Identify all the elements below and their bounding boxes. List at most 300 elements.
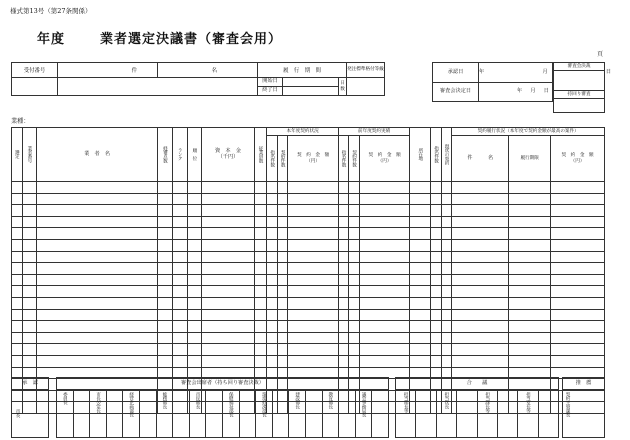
table-cell[interactable] (158, 321, 173, 333)
table-cell[interactable] (431, 344, 442, 356)
circulation-review-stamp[interactable] (554, 99, 605, 113)
table-cell[interactable] (12, 332, 23, 344)
table-cell[interactable] (202, 239, 255, 251)
table-cell[interactable] (277, 263, 288, 275)
table-cell[interactable] (359, 321, 409, 333)
table-cell[interactable] (452, 239, 509, 251)
table-cell[interactable] (452, 297, 509, 309)
table-cell[interactable] (254, 355, 267, 367)
table-cell[interactable] (267, 239, 278, 251)
table-cell[interactable] (172, 321, 187, 333)
table-cell[interactable] (172, 228, 187, 240)
table-cell[interactable] (441, 193, 452, 205)
table-cell[interactable] (551, 182, 605, 194)
table-cell[interactable] (254, 309, 267, 321)
table-cell[interactable] (338, 332, 349, 344)
table-cell[interactable] (551, 344, 605, 356)
table-cell[interactable] (441, 216, 452, 228)
table-cell[interactable] (441, 182, 452, 194)
table-cell[interactable] (202, 332, 255, 344)
table-cell[interactable] (172, 263, 187, 275)
table-cell[interactable] (172, 239, 187, 251)
table-cell[interactable] (187, 321, 202, 333)
table-cell[interactable] (22, 286, 37, 298)
table-cell[interactable] (267, 355, 278, 367)
attendee-stamp[interactable] (239, 390, 256, 438)
table-cell[interactable] (349, 321, 360, 333)
table-cell[interactable] (338, 297, 349, 309)
table-cell[interactable] (267, 228, 278, 240)
table-cell[interactable] (452, 251, 509, 263)
table-cell[interactable] (452, 332, 509, 344)
table-cell[interactable] (431, 355, 442, 367)
table-cell[interactable] (288, 251, 338, 263)
table-cell[interactable] (22, 251, 37, 263)
table-cell[interactable] (359, 182, 409, 194)
table-cell[interactable] (441, 332, 452, 344)
attendee-stamp[interactable] (372, 390, 389, 438)
table-cell[interactable] (551, 321, 605, 333)
table-cell[interactable] (267, 286, 278, 298)
table-cell[interactable] (338, 274, 349, 286)
table-cell[interactable] (441, 205, 452, 217)
table-cell[interactable] (254, 182, 267, 194)
table-cell[interactable] (37, 297, 158, 309)
table-cell[interactable] (187, 182, 202, 194)
table-cell[interactable] (509, 297, 551, 309)
table-cell[interactable] (37, 228, 158, 240)
table-cell[interactable] (277, 216, 288, 228)
table-cell[interactable] (158, 297, 173, 309)
table-cell[interactable] (12, 239, 23, 251)
table-cell[interactable] (37, 251, 158, 263)
table-cell[interactable] (22, 355, 37, 367)
table-cell[interactable] (452, 309, 509, 321)
table-cell[interactable] (254, 321, 267, 333)
table-cell[interactable] (158, 182, 173, 194)
table-cell[interactable] (359, 355, 409, 367)
table-cell[interactable] (254, 297, 267, 309)
table-cell[interactable] (441, 251, 452, 263)
table-cell[interactable] (267, 297, 278, 309)
review-date-value[interactable]: 年 月 日 (479, 83, 553, 102)
table-cell[interactable] (202, 216, 255, 228)
table-cell[interactable] (254, 193, 267, 205)
table-cell[interactable] (254, 286, 267, 298)
table-cell[interactable] (288, 263, 338, 275)
table-cell[interactable] (441, 309, 452, 321)
table-cell[interactable] (431, 286, 442, 298)
table-cell[interactable] (288, 332, 338, 344)
table-cell[interactable] (158, 251, 173, 263)
table-cell[interactable] (338, 239, 349, 251)
table-cell[interactable] (288, 309, 338, 321)
table-cell[interactable] (431, 297, 442, 309)
table-cell[interactable] (267, 182, 278, 194)
table-cell[interactable] (187, 297, 202, 309)
table-cell[interactable] (202, 309, 255, 321)
table-cell[interactable] (22, 332, 37, 344)
table-cell[interactable] (509, 205, 551, 217)
table-cell[interactable] (410, 205, 431, 217)
table-cell[interactable] (254, 344, 267, 356)
table-cell[interactable] (172, 297, 187, 309)
table-cell[interactable] (349, 355, 360, 367)
table-cell[interactable] (410, 332, 431, 344)
table-cell[interactable] (410, 228, 431, 240)
consult-stamp[interactable] (416, 390, 436, 438)
table-cell[interactable] (359, 297, 409, 309)
table-cell[interactable] (277, 251, 288, 263)
table-cell[interactable] (158, 332, 173, 344)
table-cell[interactable] (452, 344, 509, 356)
table-cell[interactable] (551, 332, 605, 344)
table-cell[interactable] (277, 182, 288, 194)
table-cell[interactable] (509, 332, 551, 344)
table-cell[interactable] (509, 286, 551, 298)
attendee-stamp[interactable] (206, 390, 223, 438)
table-cell[interactable] (338, 216, 349, 228)
table-cell[interactable] (202, 182, 255, 194)
table-cell[interactable] (12, 182, 23, 194)
table-cell[interactable] (551, 205, 605, 217)
table-cell[interactable] (441, 286, 452, 298)
table-cell[interactable] (349, 309, 360, 321)
table-cell[interactable] (441, 228, 452, 240)
table-cell[interactable] (267, 216, 278, 228)
table-cell[interactable] (452, 216, 509, 228)
table-cell[interactable] (410, 182, 431, 194)
table-cell[interactable] (509, 355, 551, 367)
table-cell[interactable] (431, 309, 442, 321)
table-cell[interactable] (37, 355, 158, 367)
table-cell[interactable] (338, 193, 349, 205)
table-cell[interactable] (509, 239, 551, 251)
table-cell[interactable] (288, 321, 338, 333)
table-cell[interactable] (37, 205, 158, 217)
order-standard-value[interactable] (347, 78, 385, 96)
table-cell[interactable] (431, 205, 442, 217)
table-cell[interactable] (277, 332, 288, 344)
table-cell[interactable] (22, 193, 37, 205)
table-cell[interactable] (22, 344, 37, 356)
table-cell[interactable] (158, 228, 173, 240)
table-cell[interactable] (410, 239, 431, 251)
table-cell[interactable] (202, 274, 255, 286)
table-cell[interactable] (12, 297, 23, 309)
table-cell[interactable] (12, 193, 23, 205)
table-cell[interactable] (551, 193, 605, 205)
table-cell[interactable] (202, 297, 255, 309)
table-cell[interactable] (288, 182, 338, 194)
item-name-value[interactable] (58, 78, 258, 96)
table-cell[interactable] (187, 239, 202, 251)
table-cell[interactable] (158, 274, 173, 286)
table-cell[interactable] (349, 239, 360, 251)
table-cell[interactable] (431, 321, 442, 333)
table-cell[interactable] (37, 193, 158, 205)
table-cell[interactable] (349, 263, 360, 275)
table-cell[interactable] (37, 182, 158, 194)
table-cell[interactable] (158, 344, 173, 356)
table-cell[interactable] (452, 193, 509, 205)
table-cell[interactable] (509, 344, 551, 356)
table-cell[interactable] (22, 216, 37, 228)
table-cell[interactable] (267, 274, 278, 286)
reception-no-value[interactable] (12, 78, 58, 96)
table-cell[interactable] (410, 251, 431, 263)
table-cell[interactable] (202, 344, 255, 356)
table-cell[interactable] (441, 274, 452, 286)
table-cell[interactable] (254, 216, 267, 228)
table-cell[interactable] (254, 228, 267, 240)
table-cell[interactable] (441, 355, 452, 367)
consult-stamp[interactable] (497, 390, 517, 438)
table-cell[interactable] (267, 193, 278, 205)
table-cell[interactable] (277, 239, 288, 251)
table-cell[interactable] (441, 263, 452, 275)
attendee-stamp[interactable] (173, 390, 190, 438)
table-cell[interactable] (12, 321, 23, 333)
table-cell[interactable] (509, 193, 551, 205)
attendee-stamp[interactable] (139, 390, 156, 438)
table-cell[interactable] (202, 355, 255, 367)
table-cell[interactable] (267, 251, 278, 263)
table-cell[interactable] (359, 344, 409, 356)
table-cell[interactable] (22, 205, 37, 217)
table-cell[interactable] (349, 332, 360, 344)
table-cell[interactable] (288, 239, 338, 251)
table-cell[interactable] (349, 216, 360, 228)
table-cell[interactable] (158, 193, 173, 205)
table-cell[interactable] (431, 251, 442, 263)
table-cell[interactable] (254, 332, 267, 344)
table-cell[interactable] (349, 228, 360, 240)
table-cell[interactable] (172, 193, 187, 205)
table-cell[interactable] (410, 193, 431, 205)
table-cell[interactable] (410, 274, 431, 286)
table-cell[interactable] (288, 193, 338, 205)
table-cell[interactable] (359, 309, 409, 321)
table-cell[interactable] (359, 251, 409, 263)
table-cell[interactable] (410, 344, 431, 356)
table-cell[interactable] (410, 216, 431, 228)
table-cell[interactable] (22, 239, 37, 251)
table-cell[interactable] (37, 332, 158, 344)
table-cell[interactable] (172, 205, 187, 217)
table-cell[interactable] (338, 228, 349, 240)
table-cell[interactable] (431, 263, 442, 275)
table-cell[interactable] (410, 297, 431, 309)
table-cell[interactable] (551, 274, 605, 286)
table-cell[interactable] (410, 286, 431, 298)
table-cell[interactable] (338, 205, 349, 217)
table-cell[interactable] (254, 263, 267, 275)
table-cell[interactable] (410, 263, 431, 275)
table-cell[interactable] (359, 286, 409, 298)
table-cell[interactable] (431, 182, 442, 194)
table-cell[interactable] (509, 251, 551, 263)
table-cell[interactable] (452, 286, 509, 298)
table-cell[interactable] (349, 251, 360, 263)
table-cell[interactable] (187, 332, 202, 344)
table-cell[interactable] (431, 274, 442, 286)
attendee-stamp[interactable] (272, 390, 289, 438)
table-cell[interactable] (187, 286, 202, 298)
table-cell[interactable] (277, 321, 288, 333)
table-cell[interactable] (172, 182, 187, 194)
table-cell[interactable] (551, 309, 605, 321)
review-decision-stamp[interactable] (554, 71, 605, 91)
table-cell[interactable] (349, 182, 360, 194)
table-cell[interactable] (277, 297, 288, 309)
table-cell[interactable] (158, 263, 173, 275)
table-cell[interactable] (431, 216, 442, 228)
table-cell[interactable] (187, 355, 202, 367)
table-cell[interactable] (12, 274, 23, 286)
approval-date-value[interactable]: 年 月 日 (479, 63, 553, 83)
table-cell[interactable] (452, 274, 509, 286)
table-cell[interactable] (551, 355, 605, 367)
table-cell[interactable] (187, 274, 202, 286)
table-cell[interactable] (12, 263, 23, 275)
table-cell[interactable] (359, 228, 409, 240)
table-cell[interactable] (267, 263, 278, 275)
table-cell[interactable] (22, 182, 37, 194)
table-cell[interactable] (12, 228, 23, 240)
table-cell[interactable] (349, 344, 360, 356)
table-cell[interactable] (338, 182, 349, 194)
table-cell[interactable] (22, 321, 37, 333)
table-cell[interactable] (509, 228, 551, 240)
table-cell[interactable] (37, 309, 158, 321)
table-cell[interactable] (452, 228, 509, 240)
table-cell[interactable] (202, 228, 255, 240)
table-cell[interactable] (551, 216, 605, 228)
table-cell[interactable] (254, 205, 267, 217)
table-cell[interactable] (12, 344, 23, 356)
table-cell[interactable] (202, 251, 255, 263)
table-cell[interactable] (359, 263, 409, 275)
table-cell[interactable] (277, 286, 288, 298)
table-cell[interactable] (267, 205, 278, 217)
table-cell[interactable] (349, 205, 360, 217)
table-cell[interactable] (277, 205, 288, 217)
table-cell[interactable] (267, 332, 278, 344)
table-cell[interactable] (172, 251, 187, 263)
table-cell[interactable] (187, 205, 202, 217)
table-cell[interactable] (551, 297, 605, 309)
table-cell[interactable] (22, 297, 37, 309)
table-cell[interactable] (410, 321, 431, 333)
table-cell[interactable] (452, 205, 509, 217)
table-cell[interactable] (267, 309, 278, 321)
table-cell[interactable] (254, 239, 267, 251)
table-cell[interactable] (349, 286, 360, 298)
table-cell[interactable] (172, 355, 187, 367)
table-cell[interactable] (187, 309, 202, 321)
table-cell[interactable] (12, 309, 23, 321)
table-cell[interactable] (12, 355, 23, 367)
table-cell[interactable] (22, 263, 37, 275)
table-cell[interactable] (202, 205, 255, 217)
table-cell[interactable] (509, 182, 551, 194)
end-date-value[interactable] (283, 87, 339, 96)
table-cell[interactable] (410, 355, 431, 367)
table-cell[interactable] (277, 228, 288, 240)
table-cell[interactable] (172, 286, 187, 298)
table-cell[interactable] (338, 321, 349, 333)
table-cell[interactable] (37, 344, 158, 356)
table-cell[interactable] (551, 251, 605, 263)
table-cell[interactable] (441, 321, 452, 333)
table-cell[interactable] (202, 321, 255, 333)
table-cell[interactable] (172, 216, 187, 228)
start-date-value[interactable] (283, 78, 339, 87)
table-cell[interactable] (277, 274, 288, 286)
table-cell[interactable] (288, 205, 338, 217)
table-cell[interactable] (431, 239, 442, 251)
table-cell[interactable] (22, 309, 37, 321)
table-cell[interactable] (338, 251, 349, 263)
table-cell[interactable] (187, 263, 202, 275)
table-cell[interactable] (410, 309, 431, 321)
table-cell[interactable] (349, 193, 360, 205)
table-cell[interactable] (509, 263, 551, 275)
table-cell[interactable] (338, 309, 349, 321)
table-cell[interactable] (288, 216, 338, 228)
attendee-stamp[interactable] (106, 390, 123, 438)
table-cell[interactable] (288, 344, 338, 356)
table-cell[interactable] (452, 321, 509, 333)
table-cell[interactable] (277, 309, 288, 321)
table-cell[interactable] (267, 321, 278, 333)
table-cell[interactable] (22, 228, 37, 240)
table-cell[interactable] (158, 239, 173, 251)
attendee-stamp[interactable] (73, 390, 90, 438)
table-cell[interactable] (158, 216, 173, 228)
table-cell[interactable] (37, 239, 158, 251)
table-cell[interactable] (338, 355, 349, 367)
table-cell[interactable] (202, 263, 255, 275)
table-cell[interactable] (509, 321, 551, 333)
table-cell[interactable] (452, 263, 509, 275)
table-cell[interactable] (158, 205, 173, 217)
table-cell[interactable] (172, 344, 187, 356)
table-cell[interactable] (338, 286, 349, 298)
table-cell[interactable] (288, 297, 338, 309)
table-cell[interactable] (431, 193, 442, 205)
table-cell[interactable] (37, 321, 158, 333)
table-cell[interactable] (12, 251, 23, 263)
consult-stamp[interactable] (538, 390, 558, 438)
table-cell[interactable] (187, 251, 202, 263)
table-cell[interactable] (288, 286, 338, 298)
table-cell[interactable] (359, 193, 409, 205)
table-cell[interactable] (158, 309, 173, 321)
table-cell[interactable] (338, 344, 349, 356)
table-cell[interactable] (12, 205, 23, 217)
table-cell[interactable] (254, 251, 267, 263)
table-cell[interactable] (288, 274, 338, 286)
table-cell[interactable] (172, 309, 187, 321)
table-cell[interactable] (187, 344, 202, 356)
table-cell[interactable] (431, 228, 442, 240)
table-cell[interactable] (187, 228, 202, 240)
table-cell[interactable] (359, 332, 409, 344)
table-cell[interactable] (158, 286, 173, 298)
table-cell[interactable] (509, 216, 551, 228)
